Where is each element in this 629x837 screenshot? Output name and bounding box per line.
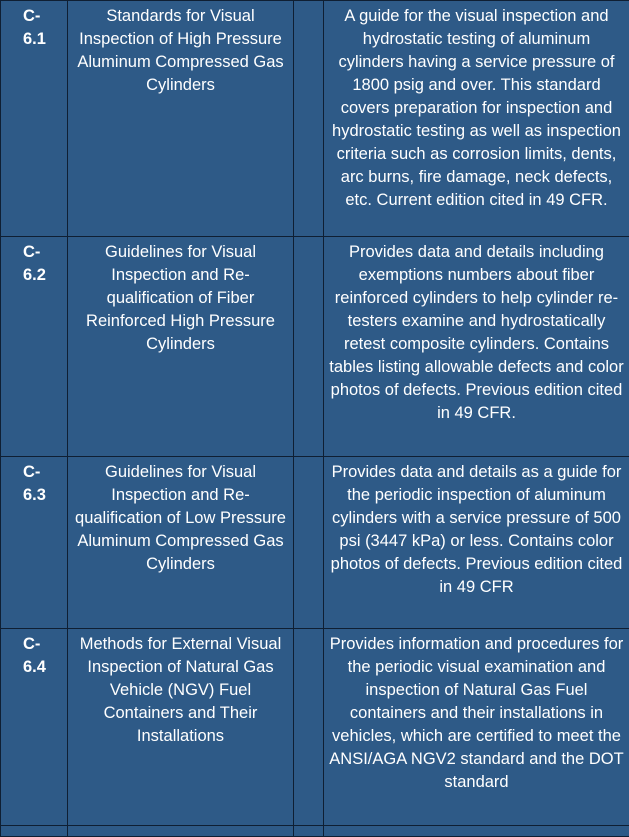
empty-cell <box>294 629 324 826</box>
table-row <box>1 826 629 837</box>
standard-code <box>1 1 68 237</box>
code-number: 6.1 <box>23 30 46 48</box>
standard-description: Provides information and procedures for the periodic visual examination and inspection of Natural Gas Fuel containers and their installations in vehicles, which are certified to meet the ANSI/AGA NGV2 standard and the DOT standard <box>324 629 629 826</box>
empty-cell <box>68 826 294 837</box>
code-number: 6.2 <box>23 266 46 284</box>
code-prefix: C- <box>23 463 41 481</box>
standard-title: Guidelines for Visual Inspection and Re-qualification of Fiber Reinforced High Pressure Cylinders <box>68 237 294 457</box>
empty-cell <box>294 1 324 237</box>
empty-cell <box>294 826 324 837</box>
code-number: 6.3 <box>23 486 46 504</box>
empty-cell <box>324 826 629 837</box>
standard-description: A guide for the visual inspection and hydrostatic testing of aluminum cylinders having a service pressure of 1800 psig and over. This standard covers preparation for inspection and hydrostatic testing as well as inspection criteria such as corrosion limits, dents, arc burns, fire damage, neck defects, etc. Current edition cited in 49 CFR. <box>324 1 629 237</box>
empty-cell <box>294 457 324 629</box>
standard-code <box>1 237 68 457</box>
standard-title: Guidelines for Visual Inspection and Re-qualification of Low Pressure Aluminum Compressed Gas Cylinders <box>68 457 294 629</box>
standard-code <box>1 457 68 629</box>
standard-title: Standards for Visual Inspection of High Pressure Aluminum Compressed Gas Cylinders <box>68 1 294 237</box>
standard-title: Methods for External Visual Inspection of Natural Gas Vehicle (NGV) Fuel Containers and Their Installations <box>68 629 294 826</box>
code-prefix: C- <box>23 243 41 261</box>
code-number: 6.4 <box>23 658 46 676</box>
empty-cell <box>294 237 324 457</box>
standard-description: Provides data and details as a guide for the periodic inspection of aluminum cylinders with a service pressure of 500 psi (3447 kPa) or less. Contains color photos of defects. Previous edition cited in 49 CFR <box>324 457 629 629</box>
table-row <box>1 629 629 826</box>
table-row <box>1 1 629 237</box>
standard-description: Provides data and details including exemptions numbers about fiber reinforced cylinders to help cylinder re-testers examine and hydrostatically retest composite cylinders. Contains tables listing allowable defects and color photos of defects. Previous edition cited in 49 CFR. <box>324 237 629 457</box>
empty-cell <box>1 826 68 837</box>
table-row <box>1 457 629 629</box>
standard-code <box>1 629 68 826</box>
table-row <box>1 237 629 457</box>
code-prefix: C- <box>23 635 41 653</box>
code-prefix: C- <box>23 7 41 25</box>
